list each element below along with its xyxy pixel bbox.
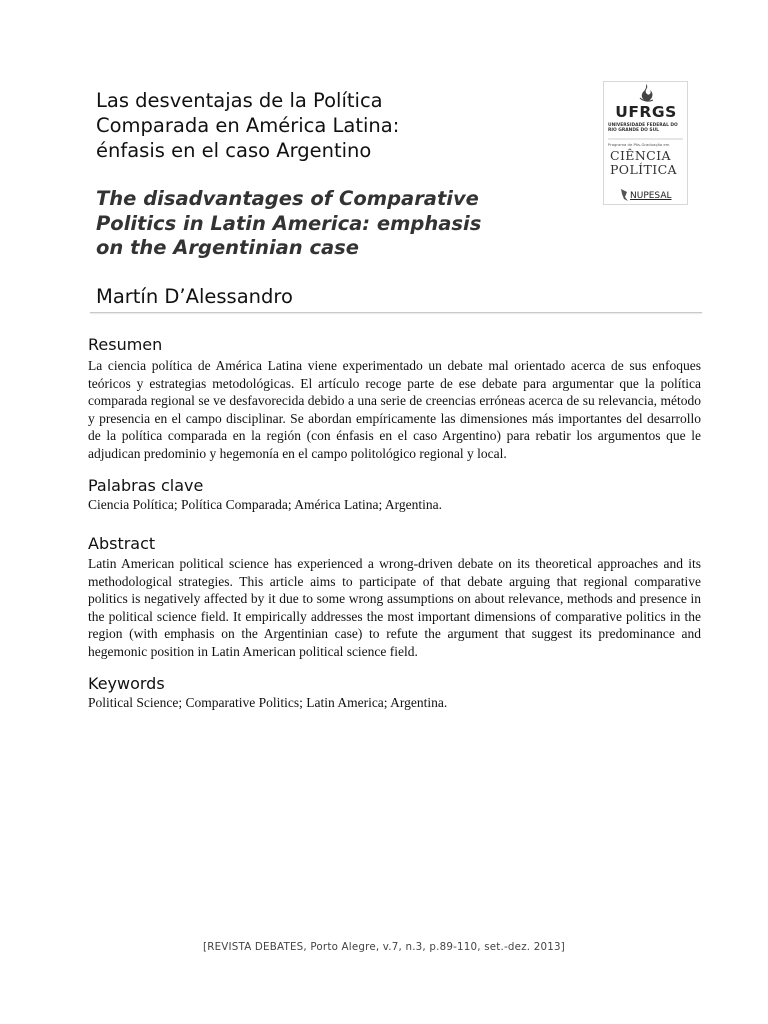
- title-block: [96, 88, 576, 308]
- abstract-heading: Abstract: [88, 534, 156, 553]
- journal-citation-footer: [REVISTA DEBATES, Porto Alegre, v.7, n.3, p.89-110, set.-dez. 2013]: [203, 941, 565, 953]
- title-spanish: Las desventajas de la Política Comparada en América Latina: énfasis en el caso Argentino: [96, 89, 400, 162]
- palabras-clave-heading: Palabras clave: [88, 476, 204, 495]
- logo-university: UNIVERSIDADE FEDERAL DO RIO GRANDE DO SUL: [608, 123, 678, 134]
- resumen-text: La ciencia política de América Latina viene experimentado un debate mal orientado acerca de sus enfoques teóricos y estrategias metodológicas. El artículo recoge parte de ese debate para argumentar que la política comparada regional se ve desfavorecida debido a una serie de creencias erróneas acerca de su relevancia, método y presencia en el campo disciplinar. Se abordan empíricamente las dimensiones más importantes del desarrollo de la política comparada en la región (con énfasis en el caso Argentino) para rebatir los argumentos que le adjudican predominio y hegemonía en el campo politológico regional y local.: [88, 358, 701, 461]
- logo-program: Programa de Pós-Graduação em: [608, 142, 670, 147]
- logo-program-name: CIÊNCIA POLÍTICA: [610, 148, 677, 177]
- keywords-text: Political Science; Comparative Politics; Latin America; Argentina.: [88, 695, 448, 710]
- keywords-heading: Keywords: [88, 674, 165, 693]
- section-divider: [90, 312, 702, 313]
- palabras-clave-text: Ciencia Política; Política Comparada; América Latina; Argentina.: [88, 497, 443, 512]
- resumen-heading: Resumen: [88, 335, 163, 354]
- logo-brand: UFRGS: [615, 103, 677, 121]
- logo-nupesal: NUPESAL: [630, 191, 672, 201]
- abstract-text: Latin American political science has experienced a wrong-driven debate on its theoretical approaches and its methodological strategies. This article aims to participate of that debate arguing that regional comparative politics is negatively affected by it due to some wrong assumptions on about relevance, methods and presence in the political science field. It empirically addresses the most important dimensions of comparative politics in the region (with emphasis on the Argentinian case) to refute the argument that suggest its predominance and hegemonic position in Latin American political science field.: [88, 556, 701, 659]
- author-name: Martín D’Alessandro: [96, 285, 293, 308]
- title-english: The disadvantages of Comparative Politics in Latin America: emphasis on the Argentinian case: [96, 187, 482, 259]
- journal-logo: [603, 81, 688, 205]
